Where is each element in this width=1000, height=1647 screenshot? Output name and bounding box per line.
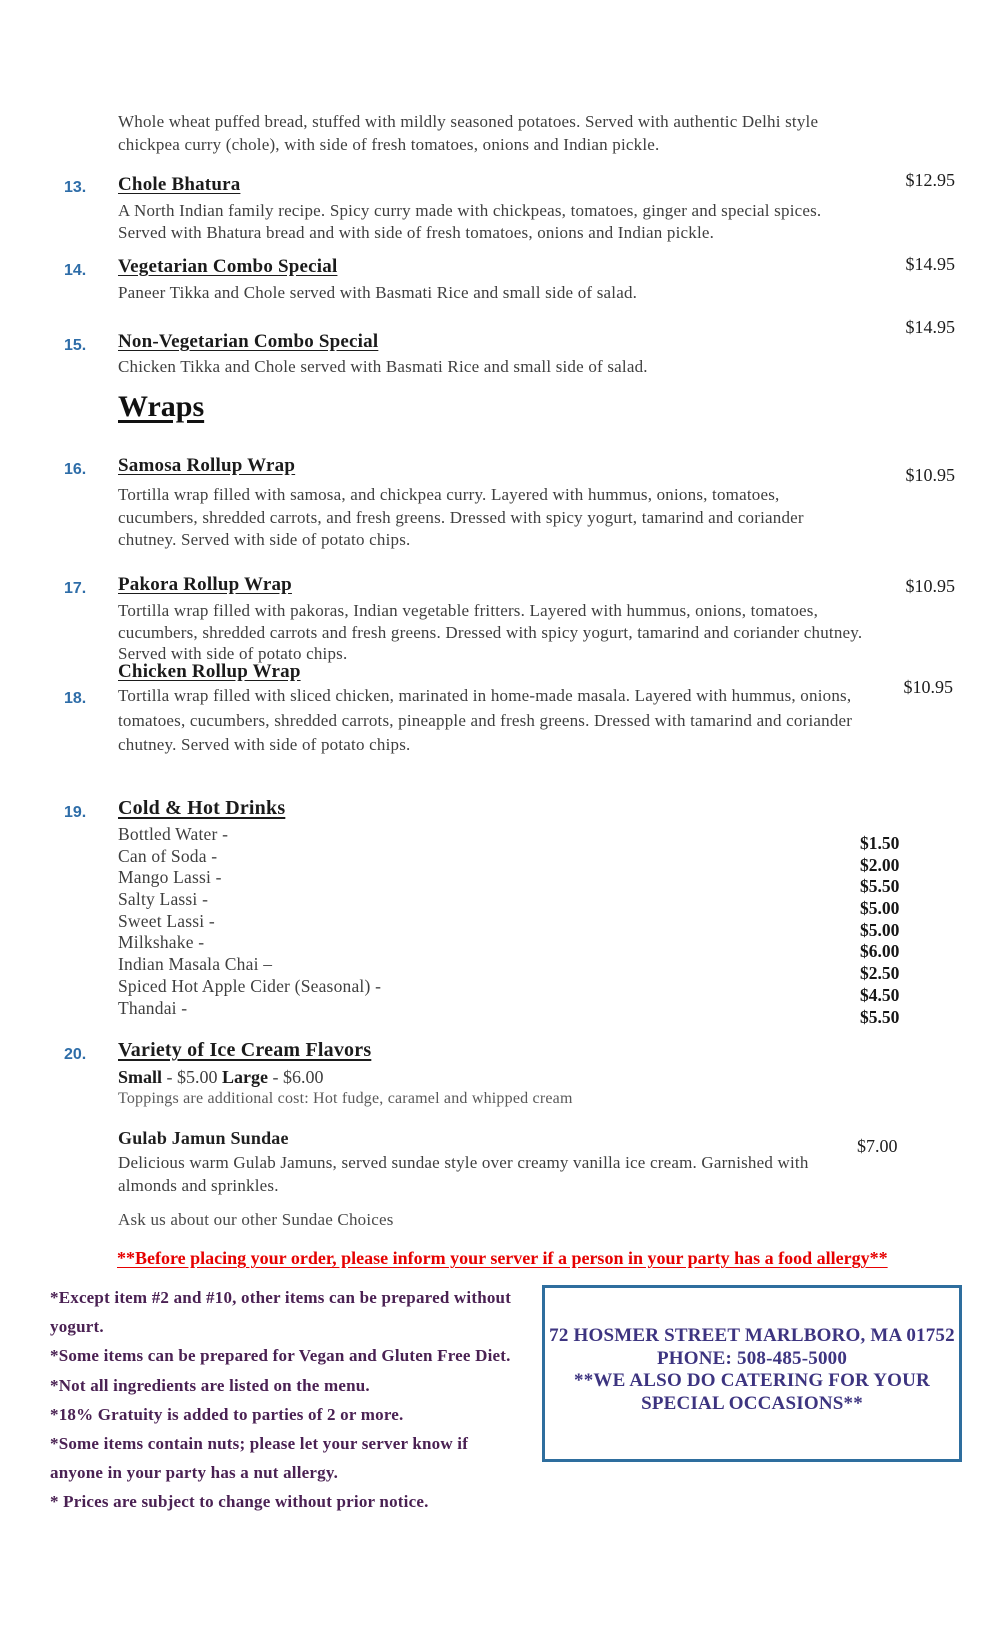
menu-item-description: Paneer Tikka and Chole served with Basmati Rice and small side of salad. xyxy=(118,283,638,302)
drink-name: Milkshake - xyxy=(118,932,205,953)
menu-item-title: Chicken Rollup Wrap xyxy=(118,661,301,682)
drinks-price-list xyxy=(860,833,940,1028)
drink-name: Salty Lassi - xyxy=(118,889,209,910)
menu-item-number: 13. xyxy=(64,179,87,196)
footnote: *Except item #2 and #10, other items can be prepared without yogurt. xyxy=(50,1288,512,1337)
drink-price: $1.50 xyxy=(860,833,900,853)
menu-item-description: Tortilla wrap filled with pakoras, Indian vegetable fritters. Layered with hummus, onions, tomatoes, cucumbers, shredded carrots and fresh greens. Dressed with spicy yogurt, tamarind and coriander chutney. Served with side of potato chips. xyxy=(118,601,863,663)
menu-item-number: 20. xyxy=(64,1046,87,1063)
drink-price: $5.50 xyxy=(860,876,900,897)
sundae-price: $7.00 xyxy=(857,1136,898,1156)
menu-item-price: $10.95 xyxy=(903,677,953,697)
drink-name: Thandai - xyxy=(118,997,188,1018)
menu-item-price: $14.95 xyxy=(905,254,955,274)
footnotes xyxy=(50,1283,522,1517)
catering-note-line2: SPECIAL OCCASIONS** xyxy=(641,1392,863,1414)
menu-item-number: 19. xyxy=(64,804,87,821)
menu-item-title: Chole Bhatura xyxy=(118,174,241,195)
drink-name: Indian Masala Chai – xyxy=(118,954,273,975)
drink-price: $2.50 xyxy=(860,963,900,984)
menu-item-price: $10.95 xyxy=(905,576,955,596)
drink-price: $5.00 xyxy=(860,898,900,919)
footnote: *Some items contain nuts; please let your server know if anyone in your party has a nut allergy. xyxy=(50,1434,469,1483)
menu-item-description: Tortilla wrap filled with sliced chicken, marinated in home-made masala. Layered with hummus, onions, tomatoes, cucumbers, shredded carrots, pineapple and fresh greens. Dressed with tamarind and coriander chutney. Served with side of potato chips. xyxy=(118,686,853,754)
drinks-section-title: Cold & Hot Drinks xyxy=(118,797,286,819)
drink-price: $6.00 xyxy=(860,941,900,962)
drinks-name-list xyxy=(118,824,538,1019)
menu-item-number: 17. xyxy=(64,580,87,597)
toppings-note: Toppings are additional cost: Hot fudge, caramel and whipped cream xyxy=(118,1090,573,1107)
menu-item-number: 16. xyxy=(64,461,87,478)
menu-item-number: 14. xyxy=(64,262,87,279)
catering-note-line1: **WE ALSO DO CATERING FOR YOUR xyxy=(574,1370,930,1391)
size-small-price: - $5.00 xyxy=(162,1067,223,1087)
sundae-ask-note: Ask us about our other Sundae Choices xyxy=(118,1210,394,1229)
drink-name: Can of Soda - xyxy=(118,845,218,866)
sundae-description: Delicious warm Gulab Jamuns, served sundae style over creamy vanilla ice cream. Garnished with almonds and sprinkles. xyxy=(118,1153,809,1195)
drink-price: $5.00 xyxy=(860,919,900,940)
food-allergy-notice: **Before placing your order, please inform your server if a person in your party has a food allergy** xyxy=(117,1248,888,1268)
footnote: *Some items can be prepared for Vegan and Gluten Free Diet. xyxy=(50,1346,511,1366)
menu-item-description: Chicken Tikka and Chole served with Basmati Rice and small side of salad. xyxy=(118,357,648,376)
menu-item-title: Samosa Rollup Wrap xyxy=(118,455,296,476)
ice-cream-section-title: Variety of Ice Cream Flavors xyxy=(118,1039,372,1061)
size-large-price: - $6.00 xyxy=(268,1067,324,1087)
intro-description: Whole wheat puffed bread, stuffed with mildly seasoned potatoes. Served with authentic Delhi style chickpea curry (chole), with side of fresh tomatoes, onions and Indian pickle. xyxy=(118,112,819,154)
menu-item-price: $14.95 xyxy=(905,317,955,337)
menu-item-title: Non-Vegetarian Combo Special xyxy=(118,331,379,352)
drink-name: Mango Lassi - xyxy=(118,867,222,888)
menu-item-price: $10.95 xyxy=(905,465,955,485)
section-heading-wraps: Wraps xyxy=(118,390,205,423)
drink-price: $4.50 xyxy=(860,984,900,1005)
drink-name: Sweet Lassi - xyxy=(118,910,215,931)
drink-price: $2.00 xyxy=(860,854,900,875)
drink-price: $5.50 xyxy=(860,1006,900,1027)
size-small-label: Small xyxy=(118,1067,163,1087)
restaurant-info-box xyxy=(542,1285,962,1462)
menu-item-number: 15. xyxy=(64,337,87,354)
sundae-title: Gulab Jamun Sundae xyxy=(118,1128,289,1148)
footnote: * Prices are subject to change without prior notice. xyxy=(50,1492,429,1512)
restaurant-address: 72 HOSMER STREET MARLBORO, MA 01752 xyxy=(549,1325,955,1346)
footnote: *Not all ingredients are listed on the menu. xyxy=(50,1375,370,1395)
menu-item-description: A North Indian family recipe. Spicy curry made with chickpeas, tomatoes, ginger and special spices. Served with Bhatura bread and with side of fresh tomatoes, onions and Indian pickle. xyxy=(118,201,822,242)
footnote: *18% Gratuity is added to parties of 2 or more. xyxy=(50,1404,404,1424)
menu-item-price: $12.95 xyxy=(905,170,955,190)
menu-item-number: 18. xyxy=(64,690,87,707)
drink-name: Spiced Hot Apple Cider (Seasonal) - xyxy=(118,975,382,996)
menu-item-description: Tortilla wrap filled with samosa, and chickpea curry. Layered with hummus, onions, tomatoes, cucumbers, shredded carrots, and fresh greens. Dressed with spicy yogurt, tamarind and coriander chutney. Served with side of potato chips. xyxy=(118,485,804,549)
drink-name: Bottled Water - xyxy=(118,824,229,844)
menu-item-title: Pakora Rollup Wrap xyxy=(118,574,292,595)
restaurant-phone: PHONE: 508-485-5000 xyxy=(656,1347,848,1369)
menu-item-title: Vegetarian Combo Special xyxy=(118,256,338,277)
ice-cream-sizes xyxy=(118,1067,324,1088)
size-large-label: Large xyxy=(222,1067,268,1087)
